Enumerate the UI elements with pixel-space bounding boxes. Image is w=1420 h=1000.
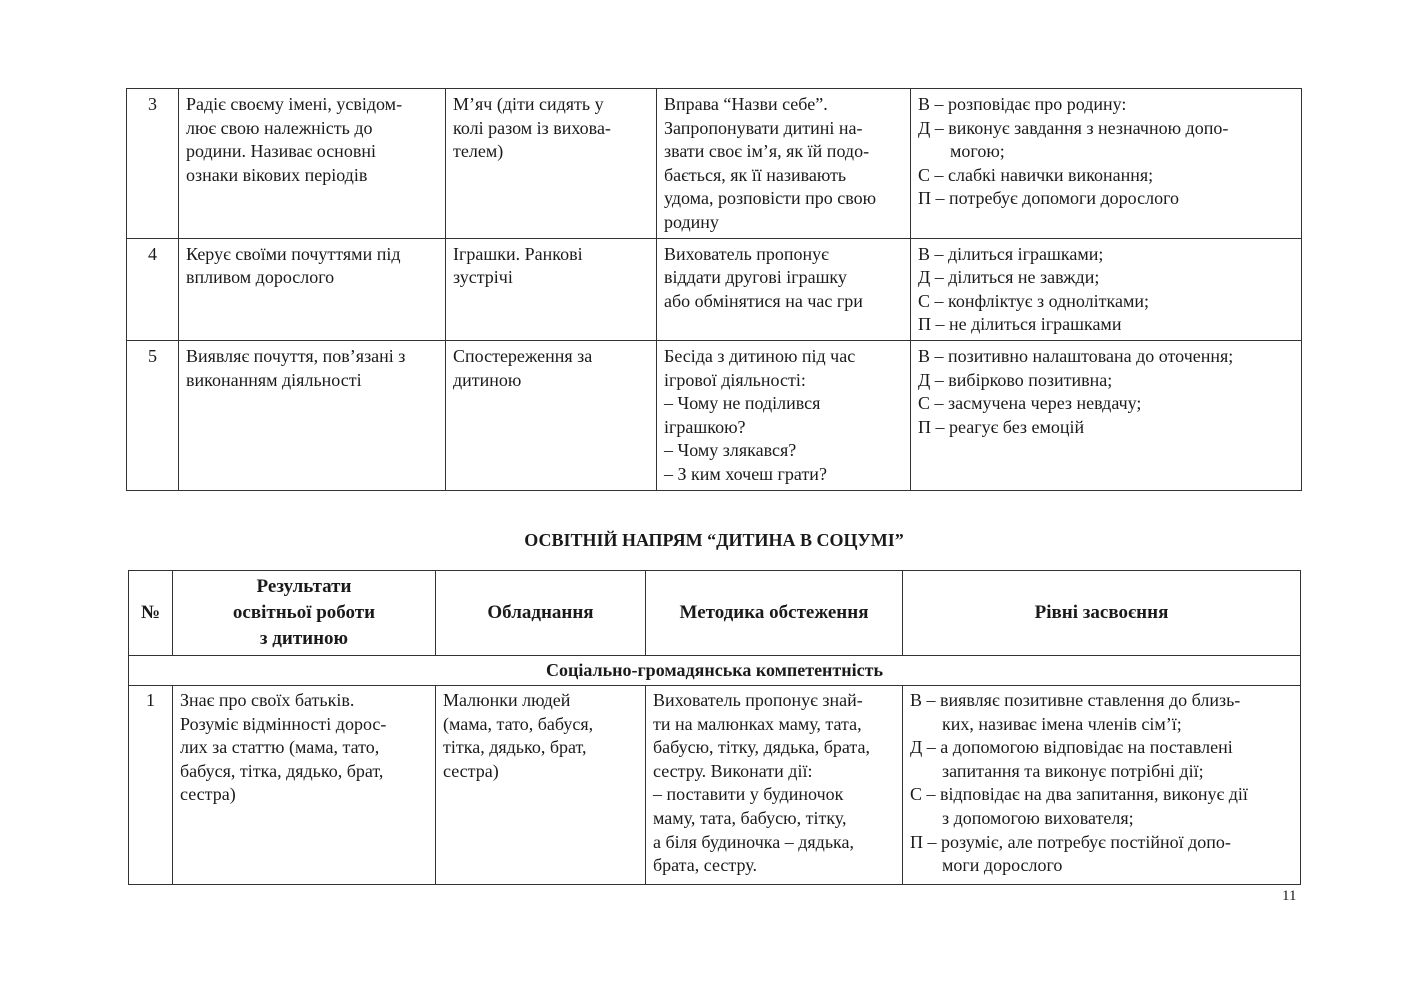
method-cell-line: сестру. Виконати дії:	[653, 760, 813, 781]
result-cell-line: ознаки вікових періодів	[186, 164, 368, 185]
table-row	[127, 89, 1302, 239]
method-cell-line: Запропонувати дитині на-	[664, 117, 863, 138]
result-cell-line: впливом дорослого	[186, 267, 335, 288]
equipment-cell	[436, 686, 646, 885]
equipment-cell-line: зустрічі	[453, 267, 513, 288]
page-number: 11	[1282, 888, 1297, 904]
table-row	[129, 686, 1301, 885]
equipment-cell-line: Спостереження за	[453, 345, 593, 366]
result-cell-line: сестра)	[180, 784, 236, 805]
level-line: ких, називає імена членів сім’ї;	[942, 713, 1182, 734]
equipment-cell-line: телем)	[453, 141, 504, 162]
equipment-cell-line: Малюнки людей	[443, 690, 571, 710]
equipment-cell-line: тітка, дядько, брат,	[443, 737, 587, 758]
level-line: Д – ділиться не завжди;	[918, 267, 1100, 288]
method-cell-line: ігрової діяльності:	[664, 369, 806, 390]
header-num: №	[129, 571, 173, 656]
method-cell-line: Вихователь пропонує	[664, 243, 829, 264]
levels-cell	[911, 89, 1302, 239]
method-cell-line: удома, розповісти про свою	[664, 188, 877, 209]
assessment-table-continued	[126, 88, 1302, 491]
method-cell-line: – Чому злякався?	[664, 440, 797, 461]
equipment-cell-line: сестра)	[443, 760, 499, 781]
header-result-line: Результати	[256, 576, 352, 597]
header-result-line: освітньої роботи	[232, 602, 376, 623]
level-line: Д – а допомогою відповідає на поставлені	[910, 737, 1233, 758]
equipment-cell-line: Іграшки. Ранкові	[453, 243, 583, 264]
level-line: Д – виконує завдання з незначною допо-	[918, 117, 1229, 138]
levels-cell	[911, 340, 1302, 490]
level-line: С – конфліктує з однолітками;	[918, 290, 1150, 311]
result-cell-line: родини. Називає основні	[186, 141, 376, 162]
level-line: П – розуміє, але потребує постійної допо-	[910, 831, 1231, 852]
result-cell	[173, 686, 436, 885]
result-cell	[179, 340, 446, 490]
table-row	[127, 340, 1302, 490]
row-number: 5	[127, 340, 179, 490]
row-number: 4	[127, 238, 179, 340]
result-cell-line: Радіє своєму імені, усвідом-	[186, 94, 403, 114]
header-method: Методика обстеження	[646, 571, 903, 656]
level-line: С – слабкі навички виконання;	[918, 164, 1154, 185]
method-cell	[657, 89, 911, 239]
subheader-row	[129, 656, 1301, 686]
equipment-cell-line: (мама, тато, бабуся,	[443, 713, 594, 734]
method-cell-line: – поставити у будиночок	[653, 784, 844, 805]
method-cell-line: брата, сестру.	[653, 855, 757, 876]
equipment-cell	[446, 89, 657, 239]
method-cell-line: Вправа “Назви себе”.	[664, 94, 828, 114]
header-equipment: Обладнання	[436, 571, 646, 656]
method-cell-line: – Чому не поділився	[664, 393, 821, 414]
row-number: 1	[129, 686, 173, 885]
method-cell-line: іграшкою?	[664, 416, 746, 437]
equipment-cell-line: колі разом із вихова-	[453, 117, 611, 138]
result-cell-line: Знає про своїх батьків.	[180, 690, 355, 710]
society-assessment-table	[128, 570, 1301, 885]
header-levels: Рівні засвоєння	[903, 571, 1301, 656]
table-header-row	[129, 571, 1301, 656]
section-heading: ОСВІТНІЙ НАПРЯМ “ДИТИНА В СОЦУМІ”	[524, 530, 904, 550]
result-cell-line: бабуся, тітка, дядько, брат,	[180, 760, 384, 781]
result-cell-line: Розуміє відмінності дорос-	[180, 713, 387, 734]
level-line: В – виявляє позитивне ставлення до близь-	[910, 690, 1241, 710]
level-line: В – розповідає про родину:	[918, 94, 1127, 114]
level-line: С – відповідає на два запитання, виконує дії	[910, 784, 1248, 805]
method-cell-line: віддати другові іграшку	[664, 267, 847, 288]
result-cell-line: лих за статтю (мама, тато,	[180, 737, 380, 758]
level-line: П – реагує без емоцій	[918, 416, 1085, 437]
row-number: 3	[127, 89, 179, 239]
levels-cell	[903, 686, 1301, 885]
level-line: моги дорослого	[942, 855, 1063, 876]
header-result	[173, 571, 436, 656]
method-cell	[646, 686, 903, 885]
levels-cell	[911, 238, 1302, 340]
competence-subheader: Соціально-громадянська компетентність	[129, 656, 1301, 686]
method-cell-line: маму, тата, бабусю, тітку,	[653, 807, 847, 828]
method-cell-line: а біля будиночка – дядька,	[653, 831, 854, 852]
equipment-cell	[446, 340, 657, 490]
level-line: з допомогою вихователя;	[942, 807, 1134, 828]
result-cell	[179, 238, 446, 340]
level-line: П – потребує допомоги дорослого	[918, 188, 1180, 209]
method-cell-line: Вихователь пропонує знай-	[653, 690, 863, 710]
level-line: Д – вибірково позитивна;	[918, 369, 1113, 390]
method-cell-line: – З ким хочеш грати?	[664, 463, 827, 484]
method-cell-line: або обмінятися на час гри	[664, 290, 863, 311]
result-cell-line: Керує своїми почуттями під	[186, 243, 401, 264]
equipment-cell-line: М’яч (діти сидять у	[453, 94, 604, 114]
table-row	[127, 238, 1302, 340]
method-cell-line: звати своє ім’я, як їй подо-	[664, 141, 870, 162]
method-cell	[657, 340, 911, 490]
equipment-cell-line: дитиною	[453, 369, 522, 390]
method-cell-line: бається, як її називають	[664, 164, 847, 185]
level-line: запитання та виконує потрібні дії;	[942, 760, 1204, 781]
result-cell-line: Виявляє почуття, пов’язані з	[186, 345, 406, 366]
method-cell-line: родину	[664, 211, 719, 232]
level-line: С – засмучена через невдачу;	[918, 393, 1142, 414]
method-cell-line: бабусю, тітку, дядька, брата,	[653, 737, 871, 758]
result-cell-line: лює свою належність до	[186, 117, 373, 138]
result-cell-line: виконанням діяльності	[186, 369, 362, 390]
header-result-line: з дитиною	[259, 628, 349, 649]
level-line: В – ділиться іграшками;	[918, 243, 1104, 264]
level-line: П – не ділиться іграшками	[918, 314, 1122, 335]
method-cell-line: ти на малюнках маму, тата,	[653, 713, 862, 734]
equipment-cell	[446, 238, 657, 340]
result-cell	[179, 89, 446, 239]
method-cell-line: Бесіда з дитиною під час	[664, 345, 856, 366]
method-cell	[657, 238, 911, 340]
level-line: В – позитивно налаштована до оточення;	[918, 345, 1234, 366]
level-line: могою;	[950, 141, 1005, 162]
